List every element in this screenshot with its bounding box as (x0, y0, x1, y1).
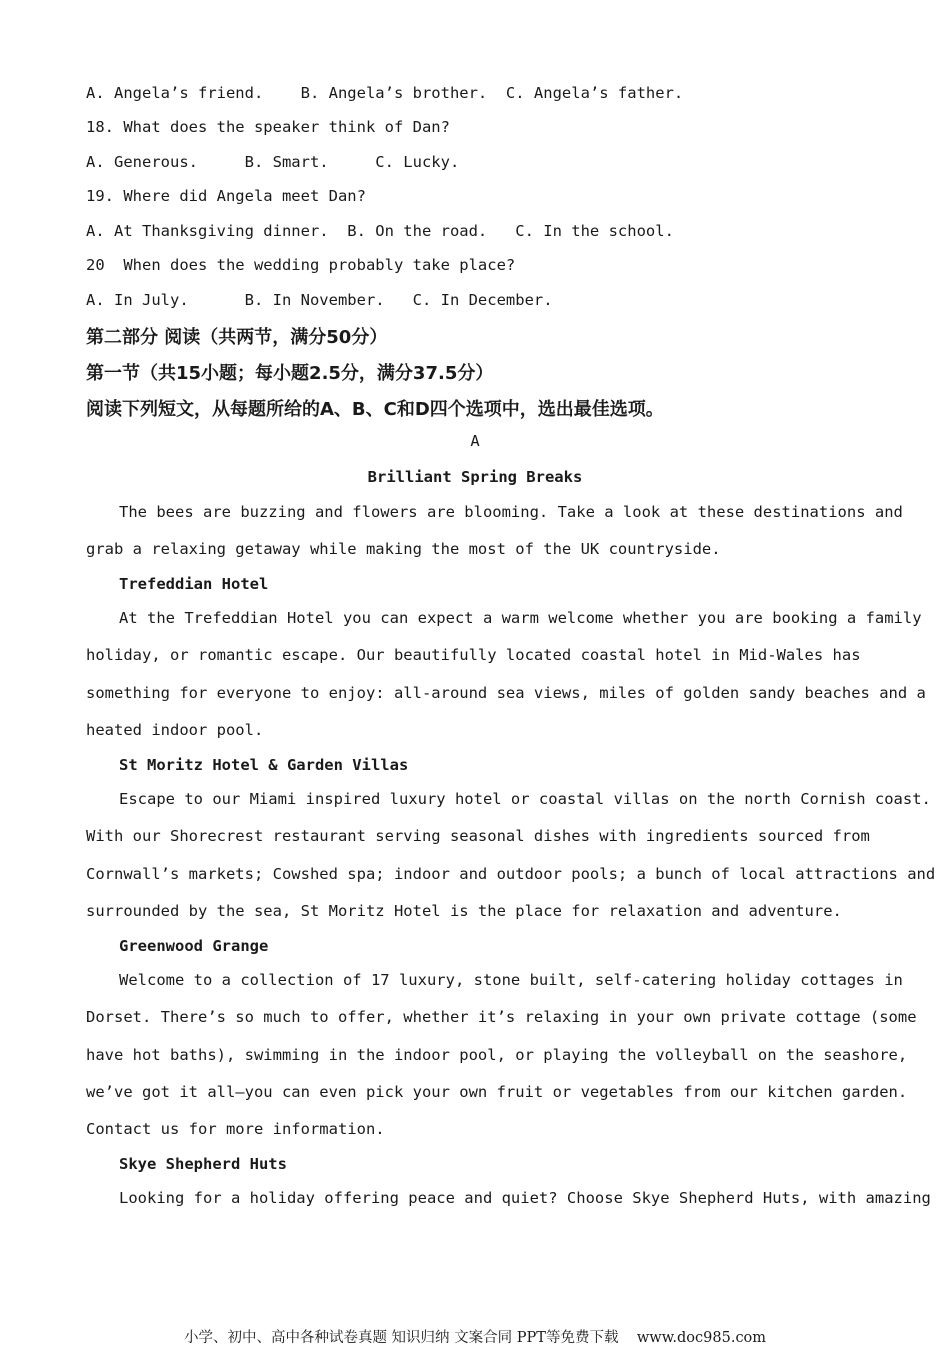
passage-letter: A (470, 432, 480, 450)
p1-line-1: At the Trefeddian Hotel you can expect a warm welcome whether you are booking a family (119, 609, 922, 627)
intro-line-1: The bees are buzzing and flowers are blooming. Take a look at these destinations and (119, 503, 903, 521)
passage-title: Brilliant Spring Breaks (367, 468, 583, 486)
q17-options: A. Angela’s friend. B. Angela’s brother. C. Angela’s father. (86, 84, 684, 102)
p2-line-2: With our Shorecrest restaurant serving seasonal dishes with ingredients sourced from (86, 827, 870, 845)
heading-skye: Skye Shepherd Huts (119, 1155, 287, 1173)
p4-line-1: Looking for a holiday offering peace and quiet? Choose Skye Shepherd Huts, with amazing (119, 1189, 931, 1207)
q20-stem: 20 When does the wedding probably take place? (86, 256, 516, 274)
q18-stem: 18. What does the speaker think of Dan? (86, 118, 450, 136)
intro-line-2: grab a relaxing getaway while making the most of the UK countryside. (86, 540, 721, 558)
p1-line-4: heated indoor pool. (86, 721, 264, 739)
p3-line-1: Welcome to a collection of 17 luxury, stone built, self-catering holiday cottages in (119, 971, 903, 989)
p3-line-4: we’ve got it all—you can even pick your own fruit or vegetables from our kitchen garden. (86, 1083, 908, 1101)
q18-options: A. Generous. B. Smart. C. Lucky. (86, 153, 460, 171)
heading-st-moritz: St Moritz Hotel & Garden Villas (119, 756, 409, 774)
page-footer: 小学、初中、高中各种试卷真题 知识归纳 文案合同 PPT等免费下载 www.doc985.com (183, 1330, 767, 1346)
heading-greenwood: Greenwood Grange (119, 937, 269, 955)
part-title: 第二部分 阅读（共两节，满分50分） (86, 327, 388, 348)
q19-options: A. At Thanksgiving dinner. B. On the road. C. In the school. (86, 222, 674, 240)
p3-line-3: have hot baths), swimming in the indoor pool, or playing the volleyball on the seashore, (86, 1046, 908, 1064)
p3-line-5: Contact us for more information. (86, 1120, 385, 1138)
p3-line-2: Dorset. There’s so much to offer, whether it’s relaxing in your own private cottage (some (86, 1008, 917, 1026)
p2-line-4: surrounded by the sea, St Moritz Hotel is the place for relaxation and adventure. (86, 902, 842, 920)
p1-line-3: something for everyone to enjoy: all-around sea views, miles of golden sandy beaches and a (86, 684, 926, 702)
q19-stem: 19. Where did Angela meet Dan? (86, 187, 366, 205)
p1-line-2: holiday, or romantic escape. Our beautifully located coastal hotel in Mid-Wales has (86, 646, 861, 664)
q20-options: A. In July. B. In November. C. In December. (86, 291, 553, 309)
p2-line-1: Escape to our Miami inspired luxury hotel or coastal villas on the north Cornish coast. (119, 790, 931, 808)
p2-line-3: Cornwall’s markets; Cowshed spa; indoor and outdoor pools; a bunch of local attractions and (86, 865, 936, 883)
subsection-title: 第一节（共15小题；每小题2.5分，满分37.5分） (86, 363, 494, 384)
heading-trefeddian: Trefeddian Hotel (119, 575, 269, 593)
reading-instruction: 阅读下列短文，从每题所给的A、B、C和D四个选项中，选出最佳选项。 (86, 399, 664, 420)
